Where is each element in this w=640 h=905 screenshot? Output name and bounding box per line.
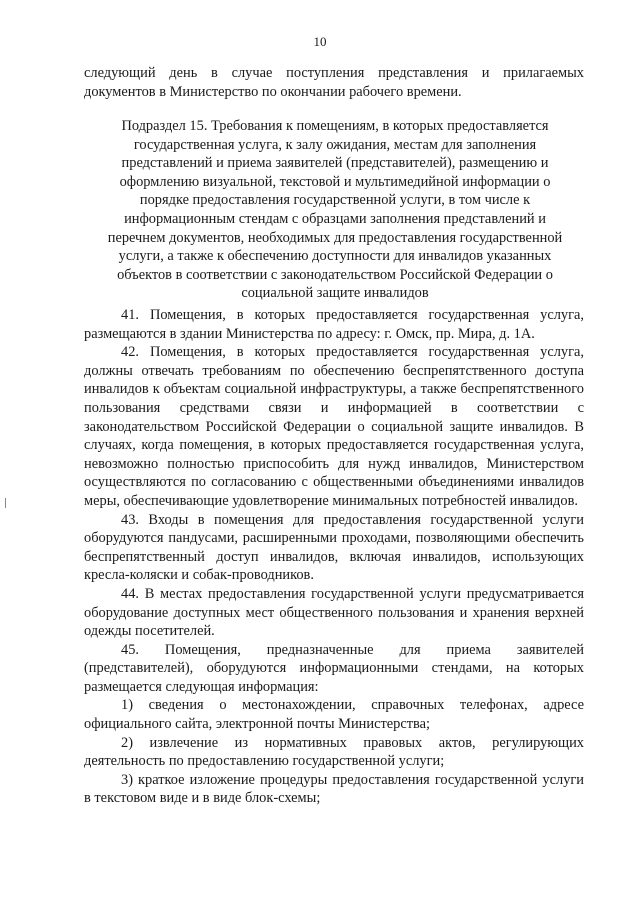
paragraph-41: 41. Помещения, в которых предоставляется государственная услуга, размещаются в здании Министерства по адресу: г. Омск, пр. Мира, д. 1А.	[84, 307, 584, 342]
scan-margin-mark	[5, 498, 6, 508]
paragraph-42: 42. Помещения, в которых предоставляется государственная услуга, должны отвечать требованиям по обеспечению беспрепятственного доступа инвалидов к объектам социальной инфраструктуры, а также беспрепятственного пользования средствами связи и информацией в соответствии с законодательством Российской Федерации о социальной защите инвалидов. В случаях, когда помещения, в которых предоставляется государственная услуга, невозможно полностью приспособить для нужд инвалидов, Министерством осуществляются по согласованию с общественными объединениями инвалидов меры, обеспечивающие удовлетворение минимальных потребностей инвалидов.	[84, 344, 584, 509]
list-item-1: 1) сведения о местонахождении, справочных телефонах, адресе официального сайта, электронной почты Министерства;	[84, 697, 584, 733]
list-item-2: 2) извлечение из нормативных правовых актов, регулирующих деятельность по предоставлению государственной услуги;	[84, 734, 584, 770]
continuation-paragraph: следующий день в случае поступления представления и прилагаемых документов в Министерство по окончании рабочего времени.	[84, 65, 584, 100]
page-number: 10	[313, 34, 327, 49]
paragraph-44: 44. В местах предоставления государственной услуги предусматривается оборудование доступных мест общественного пользования и хранения верхней одежды посетителей.	[84, 585, 584, 640]
paragraph-43: 43. Входы в помещения для предоставления государственной услуги оборудуются пандусами, расширенными проходами, позволяющими обеспечить беспрепятственный доступ инвалидов, включая инвалидов, использующих кресла-коляски и собак-проводников.	[84, 511, 584, 584]
section-heading: Подраздел 15. Требования к помещениям, в которых предоставляется государственная услуга, к залу ожидания, местам для заполнения представлений и приема заявителей (представителей), размещению и оформлению визуальной, текстовой и мультимедийной информации о порядке предоставления государственной услуги, в том числе к информационным стендам с образцами заполнения представлений и перечнем документов, необходимых для предоставления государственной услуги, а также к обеспечению доступности для инвалидов указанных объектов в соответствии с законодательством Российской Федерации о социальной защите инвалидов	[107, 118, 563, 302]
paragraph-45: 45. Помещения, предназначенные для приема заявителей (представителей), оборудуются информационными стендами, на которых размещается следующая информация:	[84, 641, 584, 695]
continuation-block	[84, 64, 584, 101]
list-item-3: 3) краткое изложение процедуры предоставления государственной услуги в текстовом виде и в виде блок-схемы;	[84, 771, 584, 807]
body-text	[84, 306, 584, 808]
